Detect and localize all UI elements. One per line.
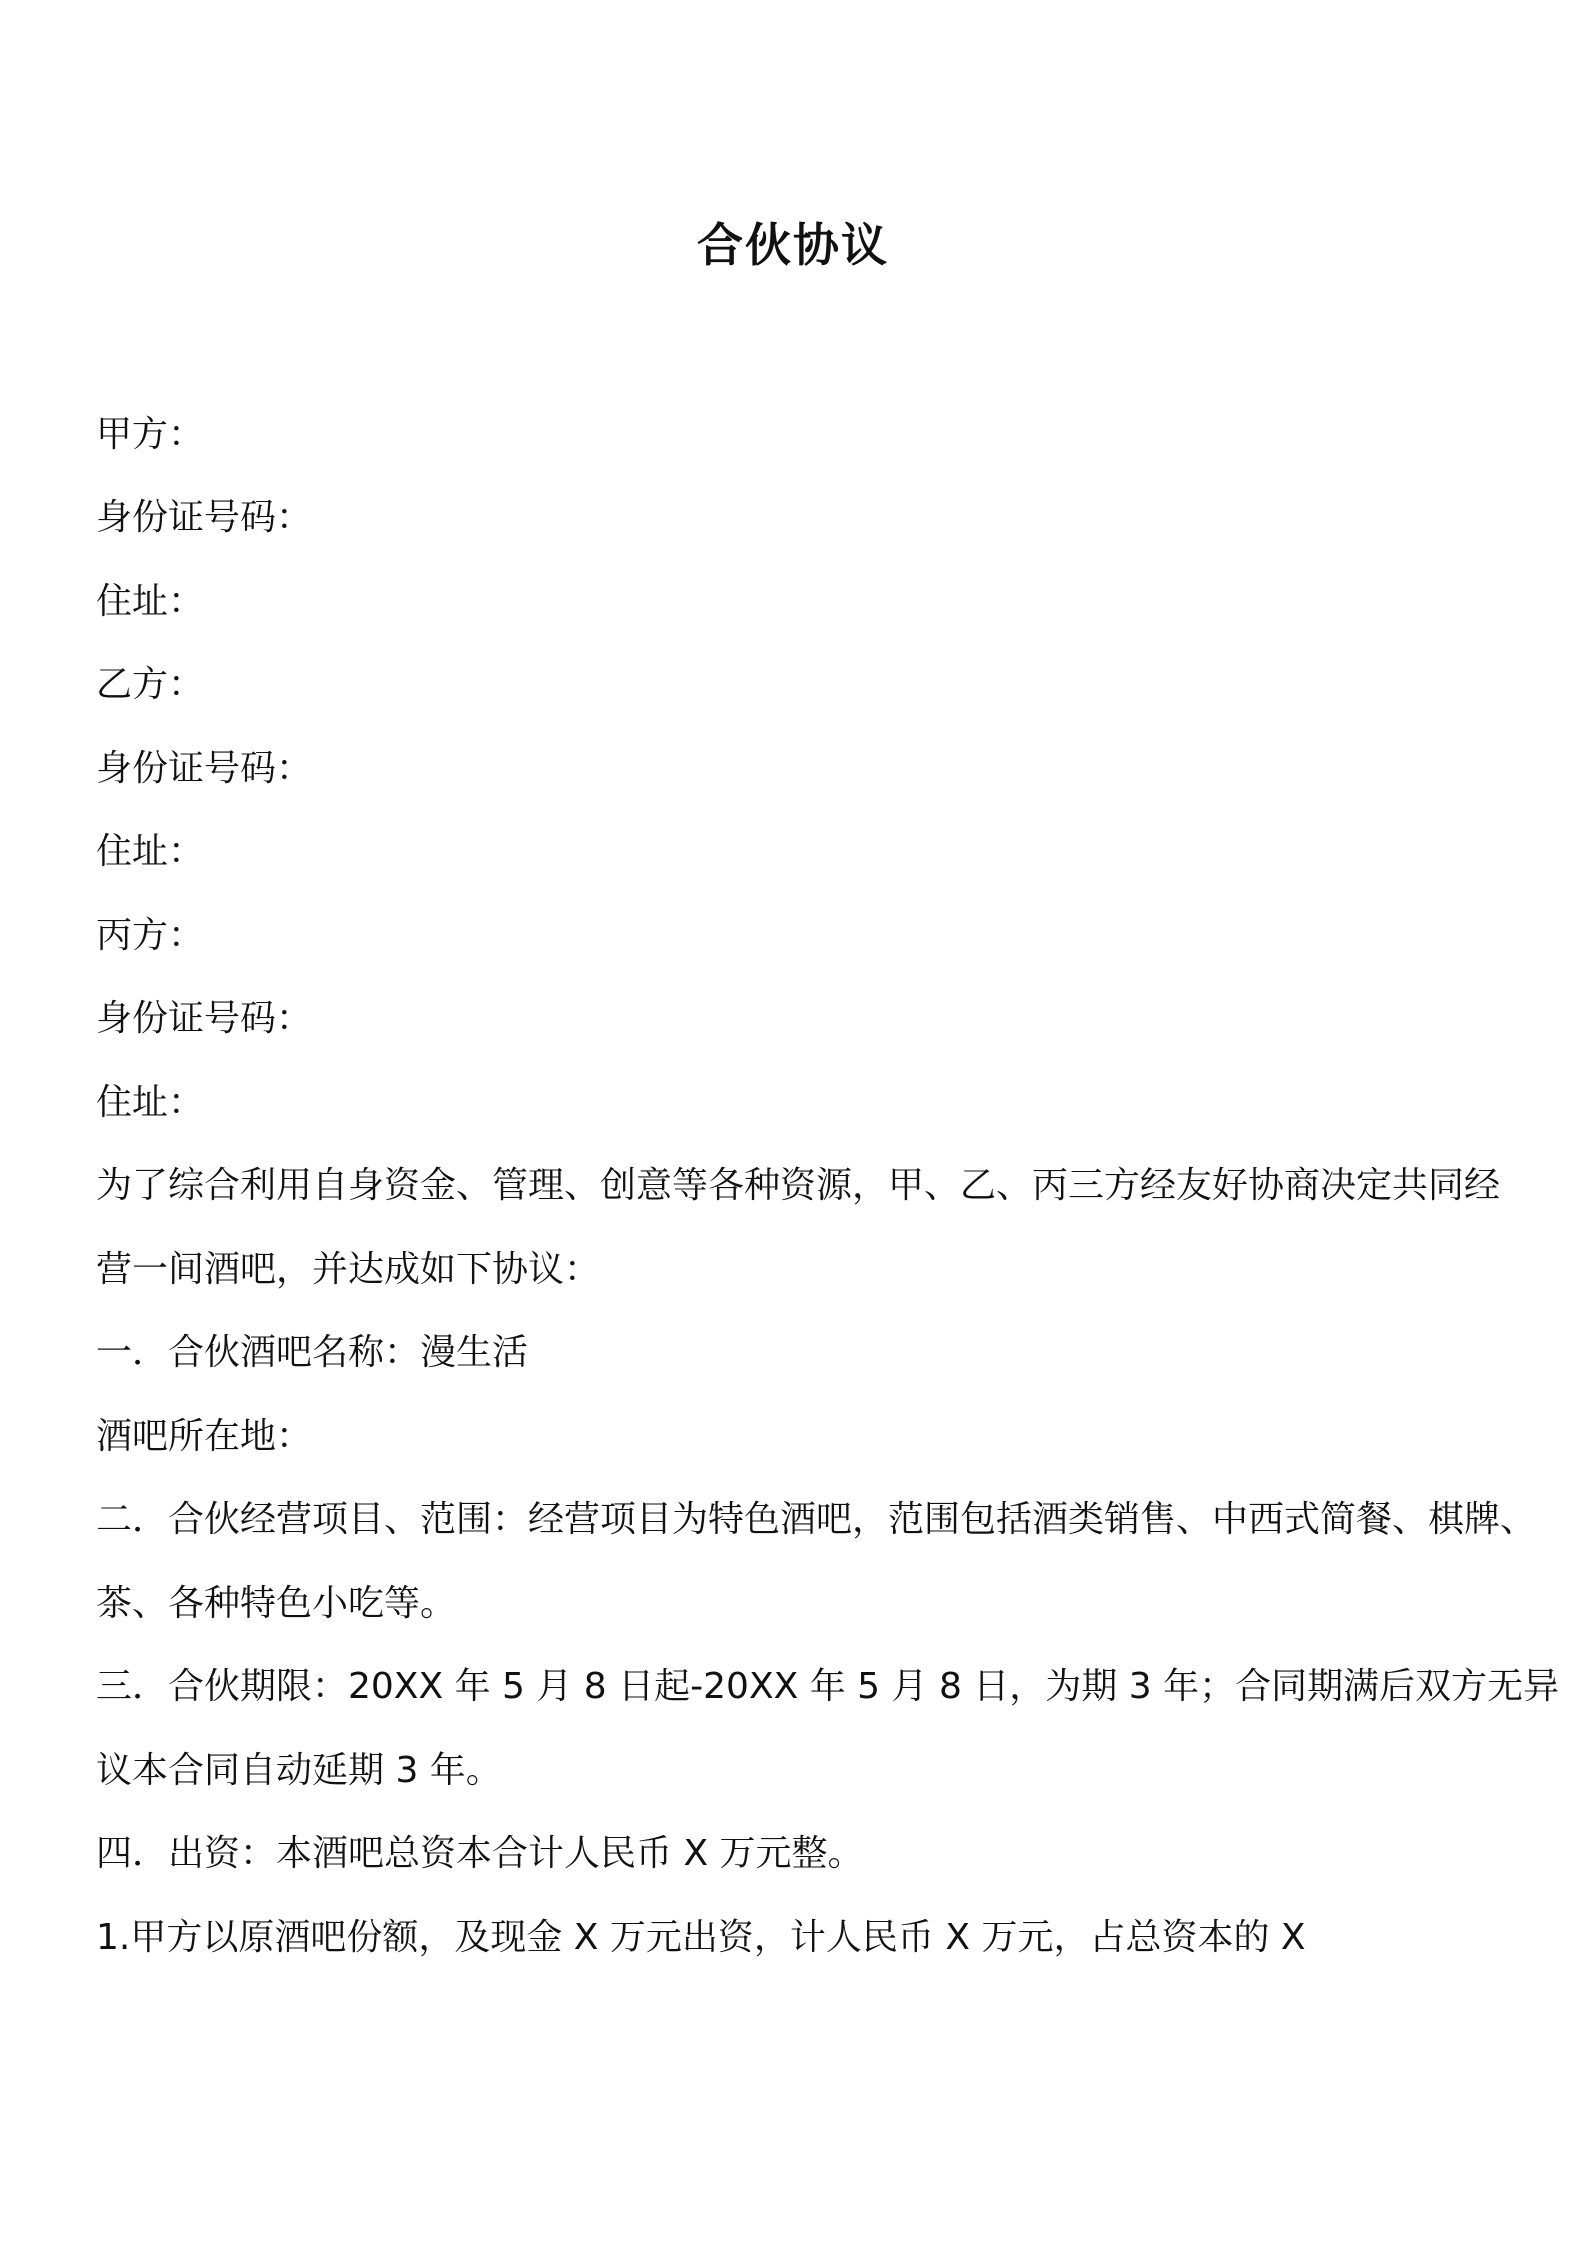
clause-3-line-2: 议本合同自动延期 3 年。: [96, 1750, 502, 1791]
bar-location: 酒吧所在地：: [96, 1416, 313, 1457]
party-a-label: 甲方：: [96, 414, 205, 455]
clause-2-line-2: 茶、各种特色小吃等。: [96, 1583, 457, 1624]
party-c-label: 丙方：: [96, 915, 205, 956]
document-title: 合伙协议: [697, 218, 889, 272]
party-c-id-number: 身份证号码：: [96, 998, 313, 1039]
clause-1-bar-name: 一．合伙酒吧名称：漫生活: [96, 1332, 529, 1373]
clause-3-line-1: 三．合伙期限：20XX 年 5 月 8 日起-20XX 年 5 月 8 日，为期 3 年；合同期满后双方无异: [96, 1666, 1560, 1707]
preamble-line-2: 营一间酒吧，并达成如下协议：: [96, 1249, 601, 1290]
party-b-id-number: 身份证号码：: [96, 748, 313, 789]
clause-4-item-1: 1.甲方以原酒吧份额，及现金 X 万元出资，计人民币 X 万元，占总资本的 X: [96, 1917, 1306, 1958]
clause-2-line-1: 二．合伙经营项目、范围：经营项目为特色酒吧，范围包括酒类销售、中西式简餐、棋牌、: [96, 1499, 1537, 1540]
party-a-address: 住址：: [96, 581, 205, 622]
clause-4-capital: 四．出资：本酒吧总资本合计人民币 X 万元整。: [96, 1833, 864, 1874]
party-b-label: 乙方：: [96, 664, 205, 705]
preamble-line-1: 为了综合利用自身资金、管理、创意等各种资源，甲、乙、丙三方经友好协商决定共同经: [96, 1165, 1501, 1206]
party-a-id-number: 身份证号码：: [96, 497, 313, 538]
party-c-address: 住址：: [96, 1082, 205, 1123]
party-b-address: 住址：: [96, 831, 205, 872]
